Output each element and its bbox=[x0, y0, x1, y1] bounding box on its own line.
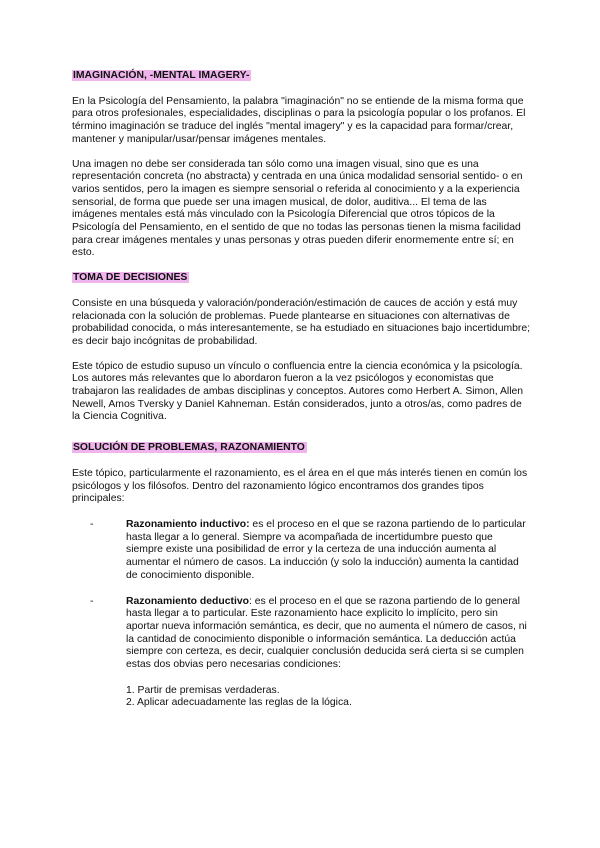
heading-imaginacion-text: IMAGINACIÓN, -MENTAL IMAGERY- bbox=[73, 70, 250, 81]
paragraph-decisiones-1: Consiste en una búsqueda y valoración/ponderación/estimación de cauces de acción y está muy relacionada con la solución de problemas. Puede plantearse en situaciones con alternativas de probabilidad conocida, o más interesantemente, se ha estudiado en situaciones bajo incertidumbre; es decir bajo incógnitas de probabilidad. bbox=[72, 297, 531, 347]
heading-solucion-problemas bbox=[72, 442, 532, 455]
list-dash: - bbox=[90, 595, 94, 607]
condition-1: 1. Partir de premisas verdaderas. bbox=[126, 684, 280, 696]
paragraph-razonamiento-intro: Este tópico, particularmente el razonamiento, es el área en el que más interés tienen en común los psicólogos y los filósofos. Dentro del razonamiento lógico encontramos dos grandes tipos principales: bbox=[72, 467, 528, 505]
heading-toma-decisiones bbox=[72, 272, 532, 285]
paragraph-imaginacion-1: En la Psicología del Pensamiento, la palabra "imaginación" no se entiende de la misma forma que para otros profesionales, especialidades, disciplinas o para la psicología popular o los profanos. El término imaginación se traduce del inglés "mental imagery" y es la capacidad para formar/crear, mantener y manipular/usar/pensar imágenes mentales. bbox=[72, 95, 526, 145]
heading-imaginacion bbox=[72, 70, 532, 83]
term-inductivo: Razonamiento inductivo: bbox=[126, 518, 250, 530]
document-content bbox=[72, 70, 532, 710]
heading-solucion-problemas-text: SOLUCIÓN DE PROBLEMAS, RAZONAMIENTO bbox=[73, 442, 305, 454]
condition-2: 2. Aplicar adecuadamente las reglas de la lógica. bbox=[126, 697, 352, 709]
reasoning-types-list bbox=[72, 519, 532, 672]
term-deductivo: Razonamiento deductivo bbox=[126, 595, 249, 607]
list-item-deductivo bbox=[90, 596, 532, 672]
list-dash: - bbox=[90, 518, 94, 530]
list-item-inductivo bbox=[90, 519, 532, 583]
text-inductivo: es el proceso en el que se razona partiendo de lo particular hasta llegar a lo general. Siempre va acompañada de incertidumbre puesto que siempre existe una posibilidad de error y la certeza de una inducción aumenta al aumentar el número de casos. La inducción (y solo la inducción) aumenta la cantidad de conocimiento disponible. bbox=[126, 518, 526, 581]
paragraph-imaginacion-2: Una imagen no debe ser considerada tan sólo como una imagen visual, sino que es una representación concreta (no abstracta) y centrada en una única modalidad sensorial sentido- o en varios sentidos, pero la imagen es siempre sensorial o referida al conocimiento y a la experiencia sensorial, de forma que puede ser una imagen musical, de dolor, auditiva... El tema de las imágenes mentales está más vinculado con la Psicología Diferencial que otros tópicos de la Psicología del Pensamiento, en el sentido de que no todas las personas tienen la misma facilidad para crear imágenes mentales y unas personas y otras pueden diferir enormemente entre sí; en esto. bbox=[72, 158, 523, 259]
heading-toma-decisiones-text: TOMA DE DECISIONES bbox=[73, 272, 188, 284]
paragraph-decisiones-2: Este tópico de estudio supuso un vínculo o confluencia entre la ciencia económica y la psicología. Los autores más relevantes que lo abordaron fueron a la vez psicólogos y economistas que trabajaron las realidades de ambas disciplinas y conceptos. Autores como Herbert A. Simon, Allen Newell, Amos Tversky y Daniel Kahneman. Están considerados, junto a otros/as, como padres de la Ciencia Cognitiva. bbox=[72, 360, 524, 423]
text-deductivo: : es el proceso en el que se razona partiendo de lo general hasta llegar a to particular. Este razonamiento hace explicito lo implícito, pero sin aportar nueva información semántica, es decir, que no aumenta el número de casos, ni la cantidad de conocimiento disponible o información semántica. La deducción actúa siempre con certeza, es decir, cualquier conclusión deducida será cierta si se cumplen estas dos obvias pero necesarias condiciones: bbox=[126, 595, 527, 671]
